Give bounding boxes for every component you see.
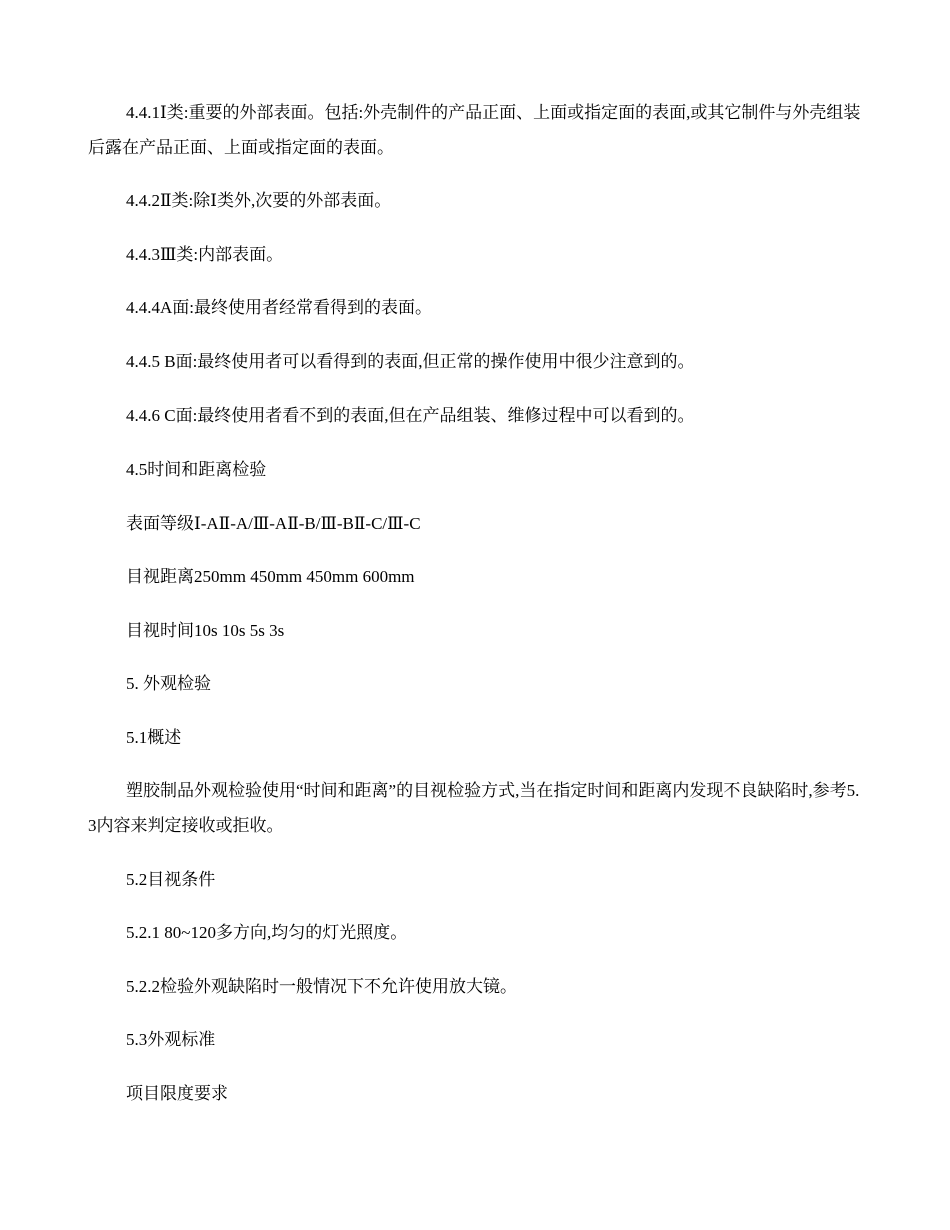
table-header-row: 项目限度要求 [126,1084,228,1103]
paragraph-5-2-2: 5.2.2检验外观缺陷时一般情况下不允许使用放大镜。 [126,977,517,996]
paragraph-4-4-3: 4.4.3Ⅲ类:内部表面。 [126,245,284,264]
section-heading-5-1: 5.1概述 [126,728,182,747]
paragraph-overview: 塑胶制品外观检验使用“时间和距离”的目视检验方式,当在指定时间和距离内发现不良缺陷时,参考5.3内容来判定接收或拒收。 [88,781,860,835]
paragraph-4-4-6: 4.4.6 C面:最终使用者看不到的表面,但在产品组装、维修过程中可以看到的。 [126,406,695,425]
paragraph-4-4-5: 4.4.5 B面:最终使用者可以看得到的表面,但正常的操作使用中很少注意到的。 [126,352,695,371]
section-heading-5: 5. 外观检验 [126,674,211,693]
viewing-distance-row: 目视距离250mm 450mm 450mm 600mm [126,567,415,586]
paragraph-4-4-2: 4.4.2Ⅱ类:除Ⅰ类外,次要的外部表面。 [126,191,392,210]
section-heading-5-2: 5.2目视条件 [126,870,216,889]
section-heading-5-3: 5.3外观标准 [126,1030,216,1049]
section-heading-4-5: 4.5时间和距离检验 [126,460,267,479]
surface-grade-row: 表面等级Ⅰ-AⅡ-A/Ⅲ-AⅡ-B/Ⅲ-BⅡ-C/Ⅲ-C [126,514,421,533]
paragraph-4-4-4: 4.4.4A面:最终使用者经常看得到的表面。 [126,298,432,317]
paragraph-5-2-1: 5.2.1 80~120多方向,均匀的灯光照度。 [126,923,408,942]
viewing-time-row: 目视时间10s 10s 5s 3s [126,621,285,640]
paragraph-4-4-1: 4.4.1Ⅰ类:重要的外部表面。包括:外壳制件的产品正面、上面或指定面的表面,或其它制件与外壳组装后露在产品正面、上面或指定面的表面。 [88,103,861,157]
